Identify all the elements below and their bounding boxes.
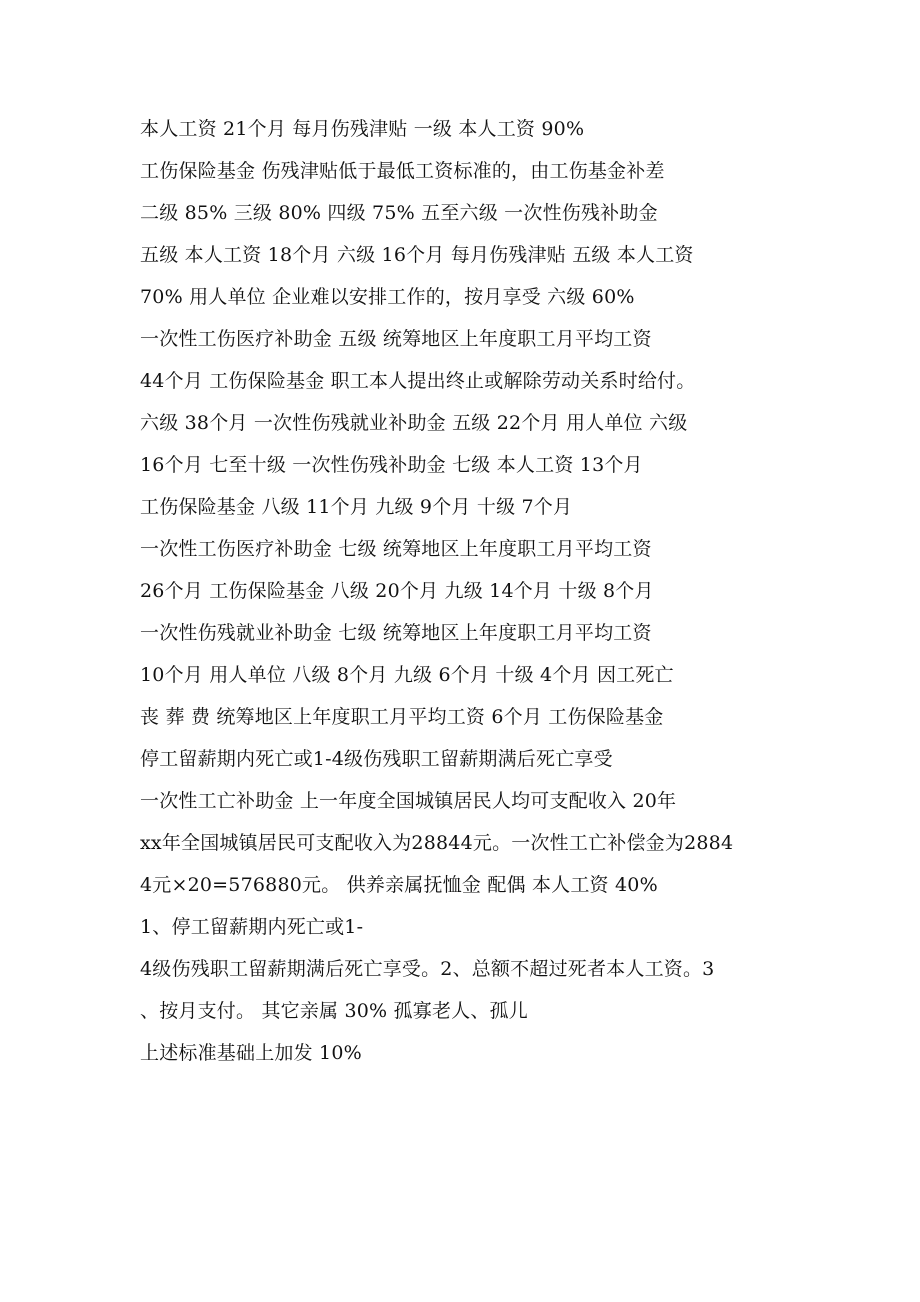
text-line: 工伤保险基金 伤残津贴低于最低工资标准的，由工伤基金补差: [140, 160, 665, 182]
text-line: 4元×20=576880元。 供养亲属抚恤金 配偶 本人工资 40%: [140, 874, 658, 896]
text-line: 44个月 工伤保险基金 职工本人提出终止或解除劳动关系时给付。: [140, 370, 696, 392]
text-line: 10个月 用人单位 八级 8个月 九级 6个月 十级 4个月 因工死亡: [140, 664, 674, 686]
text-line: 六级 38个月 一次性伤残就业补助金 五级 22个月 用人单位 六级: [140, 412, 688, 434]
text-line: 、按月支付。 其它亲属 30% 孤寡老人、孤儿: [140, 1000, 528, 1022]
text-line: 停工留薪期内死亡或1-4级伤残职工留薪期满后死亡享受: [140, 748, 613, 770]
text-line: 一次性工亡补助金 上一年度全国城镇居民人均可支配收入 20年: [140, 790, 677, 812]
text-line: 丧 葬 费 统筹地区上年度职工月平均工资 6个月 工伤保险基金: [140, 706, 664, 728]
text-line: 26个月 工伤保险基金 八级 20个月 九级 14个月 十级 8个月: [140, 580, 654, 602]
text-line: 16个月 七至十级 一次性伤残补助金 七级 本人工资 13个月: [140, 454, 643, 476]
text-line: 五级 本人工资 18个月 六级 16个月 每月伤残津贴 五级 本人工资: [140, 244, 694, 266]
text-line: 1、停工留薪期内死亡或1-: [140, 916, 364, 938]
text-line: 4级伤残职工留薪期满后死亡享受。2、总额不超过死者本人工资。3: [140, 958, 715, 980]
text-line: 70% 用人单位 企业难以安排工作的，按月享受 六级 60%: [140, 286, 635, 308]
text-line: 本人工资 21个月 每月伤残津贴 一级 本人工资 90%: [140, 118, 585, 140]
text-line: 工伤保险基金 八级 11个月 九级 9个月 十级 7个月: [140, 496, 573, 518]
body-text: [140, 108, 800, 1074]
text-line: 上述标准基础上加发 10%: [140, 1042, 362, 1064]
text-line: 二级 85% 三级 80% 四级 75% 五至六级 一次性伤残补助金: [140, 202, 658, 224]
text-line: 一次性工伤医疗补助金 五级 统筹地区上年度职工月平均工资: [140, 328, 652, 350]
text-line: 一次性伤残就业补助金 七级 统筹地区上年度职工月平均工资: [140, 622, 652, 644]
text-line: xx年全国城镇居民可支配收入为28844元。一次性工亡补偿金为2884: [140, 832, 734, 854]
text-line: 一次性工伤医疗补助金 七级 统筹地区上年度职工月平均工资: [140, 538, 652, 560]
